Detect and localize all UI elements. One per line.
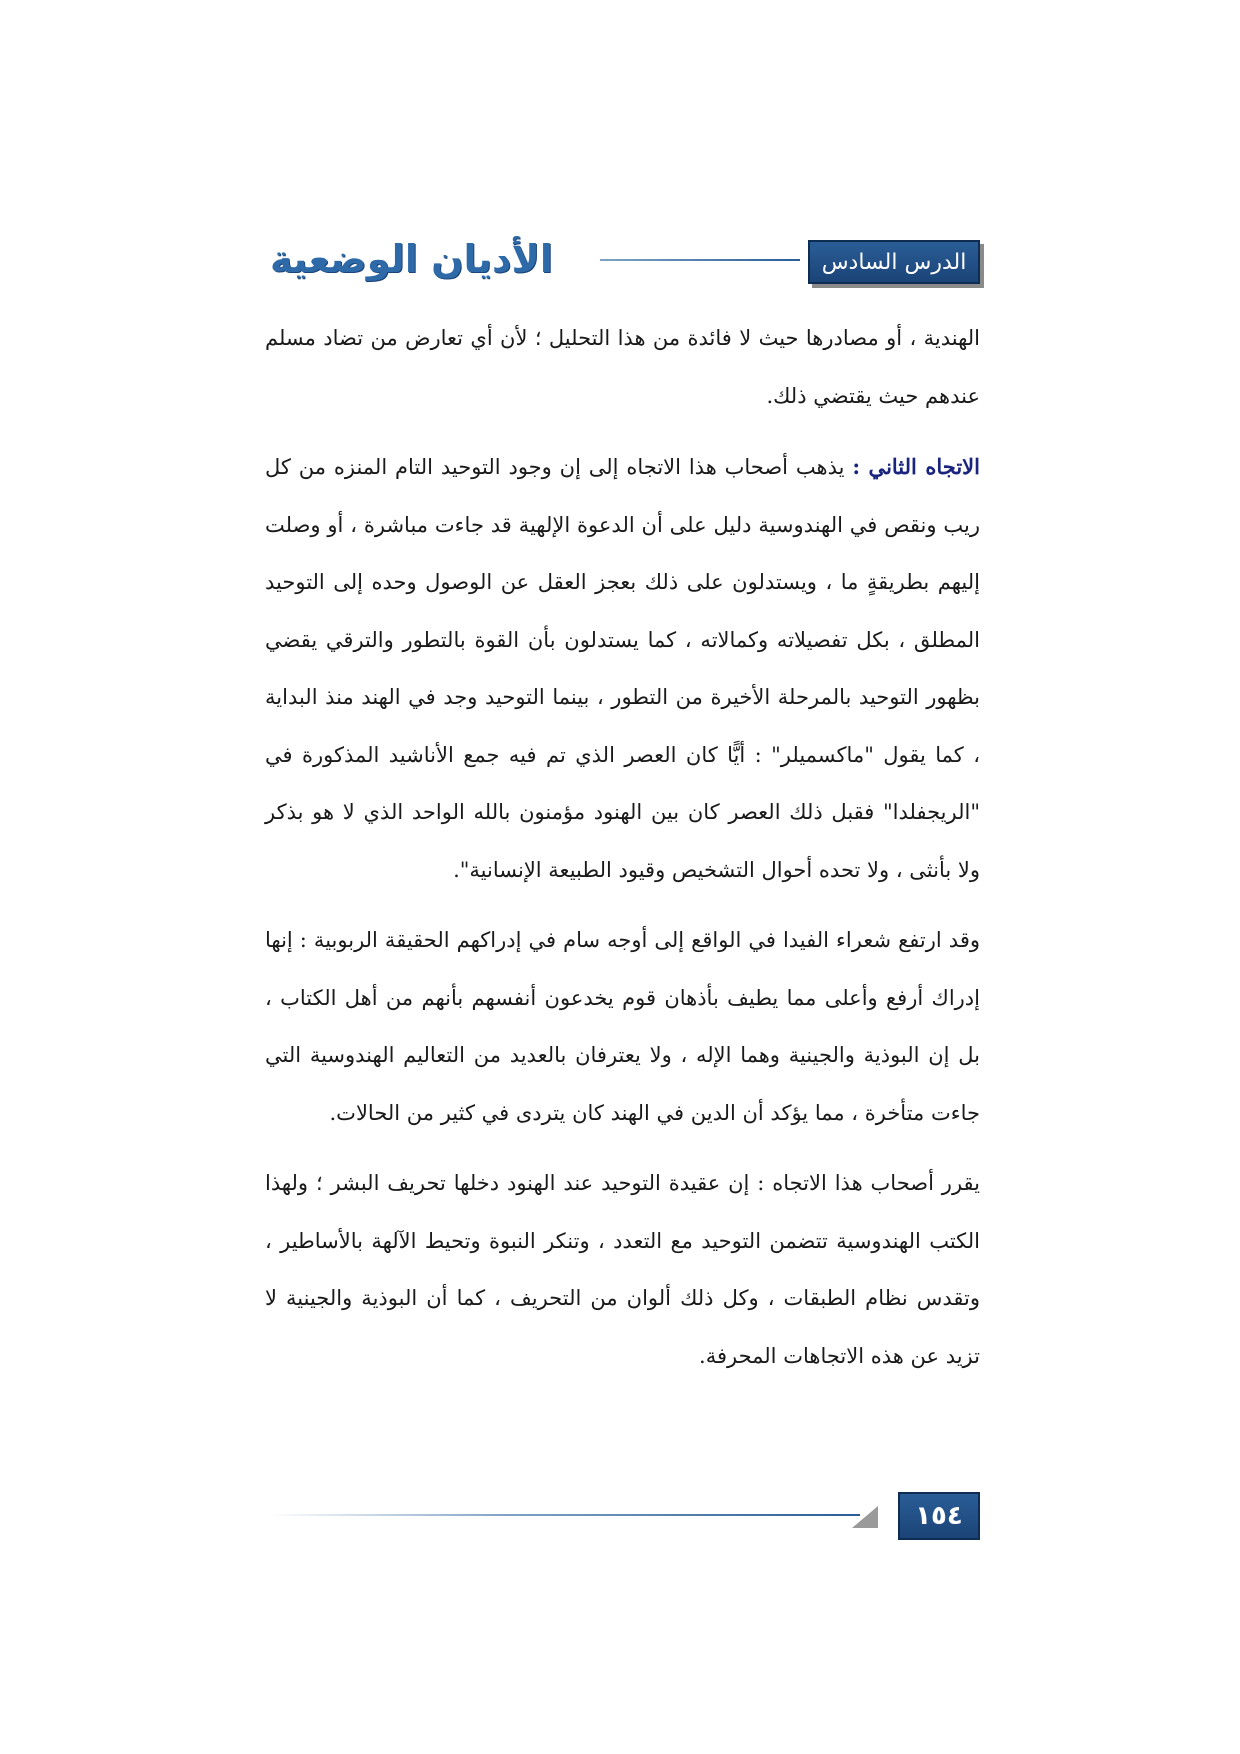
page-footer — [270, 1492, 980, 1540]
paragraph-text: يذهب أصحاب هذا الاتجاه إلى إن وجود التوحيد التام المنزه من كل ريب ونقص في الهندوسية دليل على أن الدعوة الإلهية قد جاءت مباشرة ، أو وصلت إليهم بطريقةٍ ما ، ويستدلون على ذلك بعجز العقل عن الوصول وحده إلى التوحيد المطلق ، بكل تفصيلاته وكمالاته ، كما يستدلون بأن القوة بالتطور والترقي يقضي بظهور التوحيد بالمرحلة الأخيرة من التطور ، بينما التوحيد وجد في الهند منذ البداية ، كما يقول "ماكسميلر" : أيًّا كان العصر الذي تم فيه جمع الأناشيد المذكورة في "الريجفلدا" فقبل ذلك العصر كان بين الهنود مؤمنون بالله الواحد الذي لا هو بذكر ولا بأنثى ، ولا تحده أحوال التشخيص وقيود الطبيعة الإنسانية". — [265, 455, 980, 882]
page-number: ١٥٤ — [898, 1492, 980, 1540]
paragraph — [265, 912, 980, 1142]
header-divider — [600, 259, 800, 261]
footer-notch — [852, 1506, 878, 1528]
paragraph-text: يقرر أصحاب هذا الاتجاه : إن عقيدة التوحيد عند الهنود دخلها تحريف البشر ؛ ولهذا الكتب الهندوسية تتضمن التوحيد مع التعدد ، وتنكر النبوة وتحيط الآلهة بالأساطير ، وتقدس نظام الطبقات ، وكل ذلك ألوان من التحريف ، كما أن البوذية والجينية لا تزيد عن هذه الاتجاهات المحرفة. — [265, 1171, 980, 1368]
paragraph-text: الهندية ، أو مصادرها حيث لا فائدة من هذا التحليل ؛ لأن أي تعارض من تضاد مسلم عندهم حيث يقتضي ذلك. — [265, 326, 980, 408]
body-text — [265, 310, 980, 1398]
page-title: الأديان الوضعية — [270, 237, 553, 281]
paragraph-text: وقد ارتفع شعراء الفيدا في الواقع إلى أوجه سام في إدراكهم الحقيقة الربوبية : إنها إدراك أرفع وأعلى مما يطيف بأذهان قوم يخدعون أنفسهم بأنهم من أهل الكتاب ، بل إن البوذية والجينية وهما الإله ، ولا يعترفان بالعديد من التعاليم الهندوسية التي جاءت متأخرة ، مما يؤكد أن الدين في الهند كان يتردى في كثير من الحالات. — [265, 928, 980, 1125]
paragraph — [265, 310, 980, 425]
lesson-badge: الدرس السادس — [808, 240, 980, 284]
page-header — [270, 232, 980, 286]
paragraph — [265, 1155, 980, 1385]
paragraph-lead: الاتجاه الثاني : — [852, 454, 980, 479]
paragraph — [265, 438, 980, 899]
footer-divider — [270, 1514, 860, 1516]
